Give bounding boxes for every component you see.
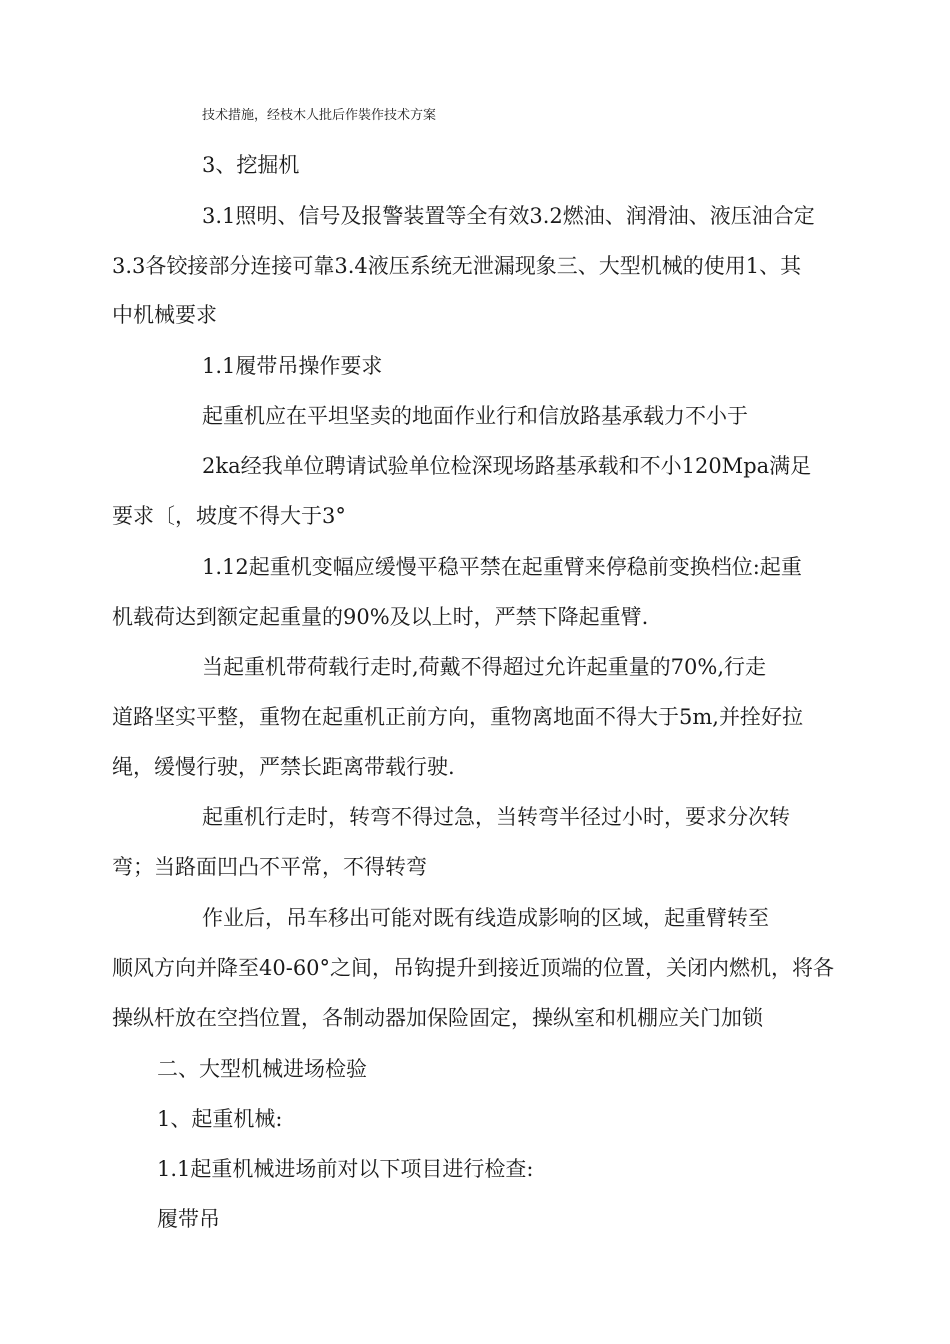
heading-lifting-machinery: 1、起重机械: [157, 1107, 283, 1131]
paragraph-line: 道路坚实平整，重物在起重机正前方向，重物离地面不得大于5m,并拴好拉 [112, 705, 803, 729]
paragraph-line: 操纵杆放在空挡位置，各制动器加保险固定，操纵室和机棚应关门加锁 [112, 1006, 763, 1030]
heading-section-2: 二、大型机械进场检验 [157, 1057, 367, 1081]
paragraph-line: 2ka经我单位聘请试验单位检深现场路基承载和不小120Mpa满足 [202, 454, 812, 478]
paragraph-line: 起重机行走时，转弯不得过急，当转弯半径过小时，要求分次转 [202, 805, 790, 829]
header-fragment: 技术措施，经枝木人批后作裝作技术方案 [202, 108, 437, 123]
paragraph-line: 作业后，吊车移出可能对既有线造成影响的区域，起重臂转至 [202, 906, 769, 930]
paragraph-line: 中机械要求 [112, 303, 217, 327]
paragraph-line: 3.3各铰接部分连接可靠3.4液压系统无泄漏现象三、大型机械的使用1、其 [112, 254, 802, 278]
paragraph-line: 弯；当路面凹凸不平常，不得转弯 [112, 855, 427, 879]
heading-inspection: 1.1起重机械进场前对以下项目进行检查: [157, 1157, 534, 1181]
item-crawler-crane: 履带吊 [157, 1207, 220, 1231]
paragraph-line: 1.12起重机变幅应缓慢平稳平禁在起重臂来停稳前变换档位:起重 [202, 555, 802, 579]
paragraph-line: 起重机应在平坦坚卖的地面作业行和信放路基承载力不小于 [202, 404, 748, 428]
heading-crawler-operations: 1.1履带吊操作要求 [202, 354, 383, 378]
paragraph-line: 绳，缓慢行驶，严禁长距离带载行驶. [112, 755, 455, 779]
paragraph-line: 机载荷达到额定起重量的90%及以上时，严禁下降起重臂. [112, 605, 649, 629]
paragraph-line: 当起重机带荷载行走时,荷戴不得超过允许起重量的70%,行走 [202, 655, 767, 679]
heading-excavator: 3、挖掘机 [202, 153, 300, 177]
paragraph-line: 3.1照明、信号及报警装置等全有效3.2燃油、润滑油、液压油合定 [202, 204, 815, 228]
paragraph-line: 顺风方向并降至40-60°之间，吊钩提升到接近顶端的位置，关闭内燃机，将各 [112, 956, 835, 980]
paragraph-line: 要求〔，坡度不得大于3° [112, 504, 346, 528]
